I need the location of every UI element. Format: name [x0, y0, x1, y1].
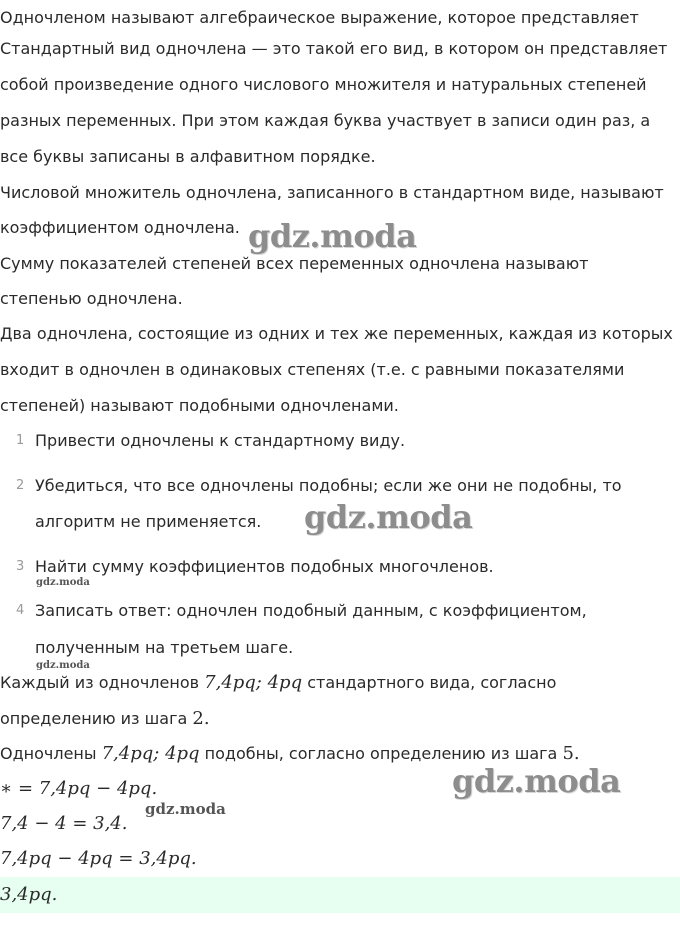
solution-line-3 — [0, 744, 580, 764]
solution-math: 2. — [192, 708, 210, 729]
step-number: 1 — [16, 433, 25, 448]
step-number: 2 — [16, 478, 25, 493]
answer-highlight — [0, 877, 680, 913]
watermark-logo: gdz.moda — [248, 217, 417, 255]
step-text-continued: алгоритм не применяется. — [35, 512, 262, 531]
solution-math: 7,4pq; 4pq — [204, 672, 303, 693]
step-text: Записать ответ: одночлен подобный данным, с коэффициентом, — [35, 601, 587, 620]
step-number: 4 — [16, 603, 25, 618]
solution-line-1 — [0, 673, 556, 693]
solution-text: стандартного вида, согласно — [302, 673, 557, 692]
paragraph-similar-2: входит в одночлен в одинаковых степенях (т.е. с равными показателями — [0, 360, 625, 379]
paragraph-standard-form-3: разных переменных. При этом каждая буква участвует в записи один раз, а — [0, 111, 651, 130]
paragraph-standard-form-2: собой произведение одного числового множителя и натуральных степеней — [0, 75, 647, 94]
step-text: Убедиться, что все одночлены подобны; если же они не подобны, то — [35, 476, 622, 495]
solution-math: 7,4pq; 4pq — [101, 743, 200, 764]
solution-text: подобны, согласно определению из шага — [199, 744, 563, 763]
equation-1: ∗ = 7,4pq − 4pq. — [0, 778, 158, 799]
paragraph-similar-3: степеней) называют подобными одночленами. — [0, 396, 399, 415]
watermark-logo: gdz.moda — [452, 762, 621, 800]
answer: 3,4pq. — [0, 884, 58, 905]
paragraph-coefficient-1: Числовой множитель одночлена, записанного в стандартном виде, называют — [0, 183, 664, 202]
paragraph-monomial-definition: Одночленом называют алгебраическое выражение, которое представляет — [0, 8, 639, 27]
step-text: Найти сумму коэффициентов подобных многочленов. — [35, 557, 494, 576]
watermark-logo-small: gdz.moda — [145, 800, 226, 818]
step-number: 3 — [16, 559, 25, 574]
solution-text: Каждый из одночленов — [0, 673, 205, 692]
solution-line-2 — [0, 709, 210, 729]
step-text-continued: полученным на третьем шаге. — [35, 638, 294, 657]
paragraph-similar-1: Два одночлена, состоящие из одних и тех же переменных, каждая из которых — [0, 324, 673, 343]
step-text: Привести одночлены к стандартному виду. — [35, 431, 406, 450]
equation-3: 7,4pq − 4pq = 3,4pq. — [0, 848, 197, 869]
watermark-logo: gdz.moda — [304, 498, 473, 536]
paragraph-coefficient-2: коэффициентом одночлена. — [0, 218, 240, 237]
solution-text: определению из шага — [0, 709, 193, 728]
watermark-logo-small: gdz.moda — [36, 660, 90, 671]
watermark-logo-small: gdz.moda — [36, 577, 90, 588]
solution-math: 5. — [562, 743, 580, 764]
paragraph-standard-form-1: Стандартный вид одночлена — это такой его вид, в котором он представляет — [0, 39, 668, 58]
equation-2: 7,4 − 4 = 3,4. — [0, 813, 128, 834]
solution-text: Одночлены — [0, 744, 102, 763]
paragraph-standard-form-4: все буквы записаны в алфавитном порядке. — [0, 147, 376, 166]
paragraph-degree-2: степенью одночлена. — [0, 289, 183, 308]
paragraph-degree-1: Сумму показателей степеней всех переменных одночлена называют — [0, 254, 589, 273]
